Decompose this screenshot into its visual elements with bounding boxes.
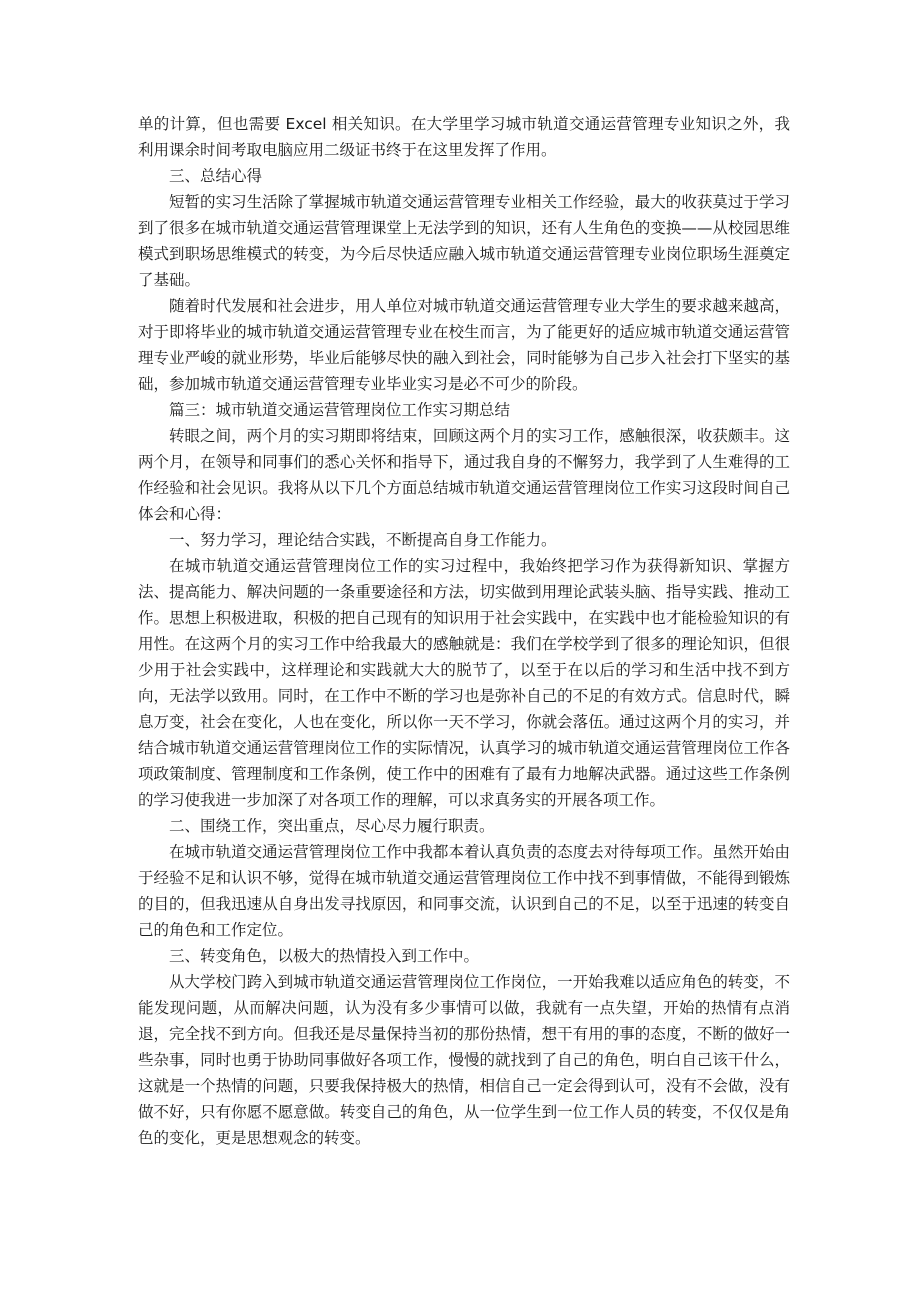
document-body bbox=[138, 111, 790, 1151]
paragraph: 从大学校门跨入到城市轨道交通运营管理岗位工作岗位，一开始我难以适应角色的转变，不能发现问题，从而解决问题，认为没有多少事情可以做，我就有一点失望，开始的热情有点消退，完全找不到方向。但我还是尽量保持当初的那份热情，想干有用的事的态度，不断的做好一些杂事，同时也勇于协助同事做好各项工作，慢慢的就找到了自己的角色，明白自己该干什么，这就是一个热情的问题，只要我保持极大的热情，相信自己一定会得到认可，没有不会做，没有做不好，只有你愿不愿意做。转变自己的角色，从一位学生到一位工作人员的转变，不仅仅是角色的变化，更是思想观念的转变。 bbox=[138, 973, 790, 1147]
paragraph: 在城市轨道交通运营管理岗位工作的实习过程中，我始终把学习作为获得新知识、掌握方法、提高能力、解决问题的一条重要途径和方法，切实做到用理论武装头脑、指导实践、推动工作。思想上积极进取，积极的把自己现有的知识用于社会实践中，在实践中也才能检验知识的有用性。在这两个月的实习工作中给我最大的感触就是：我们在学校学到了很多的理论知识，但很少用于社会实践中，这样理论和实践就大大的脱节了，以至于在以后的学习和生活中找不到方向，无法学以致用。同时，在工作中不断的学习也是弥补自己的不足的有效方式。信息时代，瞬息万变，社会在变化，人也在变化，所以你一天不学习，你就会落伍。通过这两个月的实习，并结合城市轨道交通运营管理岗位工作的实际情况，认真学习的城市轨道交通运营管理岗位工作各项政策制度、管理制度和工作条例，使工作中的困难有了最有力地解决武器。通过这些工作条例的学习使我进一步加深了对各项工作的理解，可以求真务实的开展各项工作。 bbox=[138, 557, 790, 809]
paragraph-continuation: 单的计算，但也需要 Excel 相关知识。在大学里学习城市轨道交通运营管理专业知识之外，我利用课余时间考取电脑应用二级证书终于在这里发挥了作用。 bbox=[138, 115, 790, 159]
paragraph: 在城市轨道交通运营管理岗位工作中我都本着认真负责的态度去对待每项工作。虽然开始由于经验不足和认识不够，觉得在城市轨道交通运营管理岗位工作中找不到事情做，不能得到锻炼的目的，但我迅速从自身出发寻找原因，和同事交流，认识到自己的不足，以至于迅速的转变自己的角色和工作定位。 bbox=[138, 843, 790, 939]
section-heading-one: 一、努力学习，理论结合实践，不断提高自身工作能力。 bbox=[169, 531, 557, 549]
paragraph: 转眼之间，两个月的实习期即将结束，回顾这两个月的实习工作，感触很深，收获颇丰。这两个月，在领导和同事们的悉心关怀和指导下，通过我自身的不懈努力，我学到了人生难得的工作经验和社会见识。我将从以下几个方面总结城市轨道交通运营管理岗位工作实习这段时间自己体会和心得： bbox=[138, 427, 790, 523]
section-heading-two: 二、围绕工作，突出重点，尽心尽力履行职责。 bbox=[169, 817, 495, 835]
section-heading-three: 三、转变角色，以极大的热情投入到工作中。 bbox=[169, 947, 480, 965]
section-heading-summary: 三、总结心得 bbox=[169, 167, 263, 185]
paragraph: 短暂的实习生活除了掌握城市轨道交通运营管理专业相关工作经验，最大的收获莫过于学习到了很多在城市轨道交通运营管理课堂上无法学到的知识，还有人生角色的变换——从校园思维模式到职场思维模式的转变，为今后尽快适应融入城市轨道交通运营管理专业岗位职场生涯奠定了基础。 bbox=[138, 193, 790, 289]
paragraph: 随着时代发展和社会进步，用人单位对城市轨道交通运营管理专业大学生的要求越来越高，对于即将毕业的城市轨道交通运营管理专业在校生而言，为了能更好的适应城市轨道交通运营管理专业严峻的就业形势，毕业后能够尽快的融入到社会，同时能够为自己步入社会打下坚实的基础，参加城市轨道交通运营管理专业毕业实习是必不可少的阶段。 bbox=[138, 297, 790, 393]
article-title-part-three: 篇三：城市轨道交通运营管理岗位工作实习期总结 bbox=[169, 401, 511, 419]
